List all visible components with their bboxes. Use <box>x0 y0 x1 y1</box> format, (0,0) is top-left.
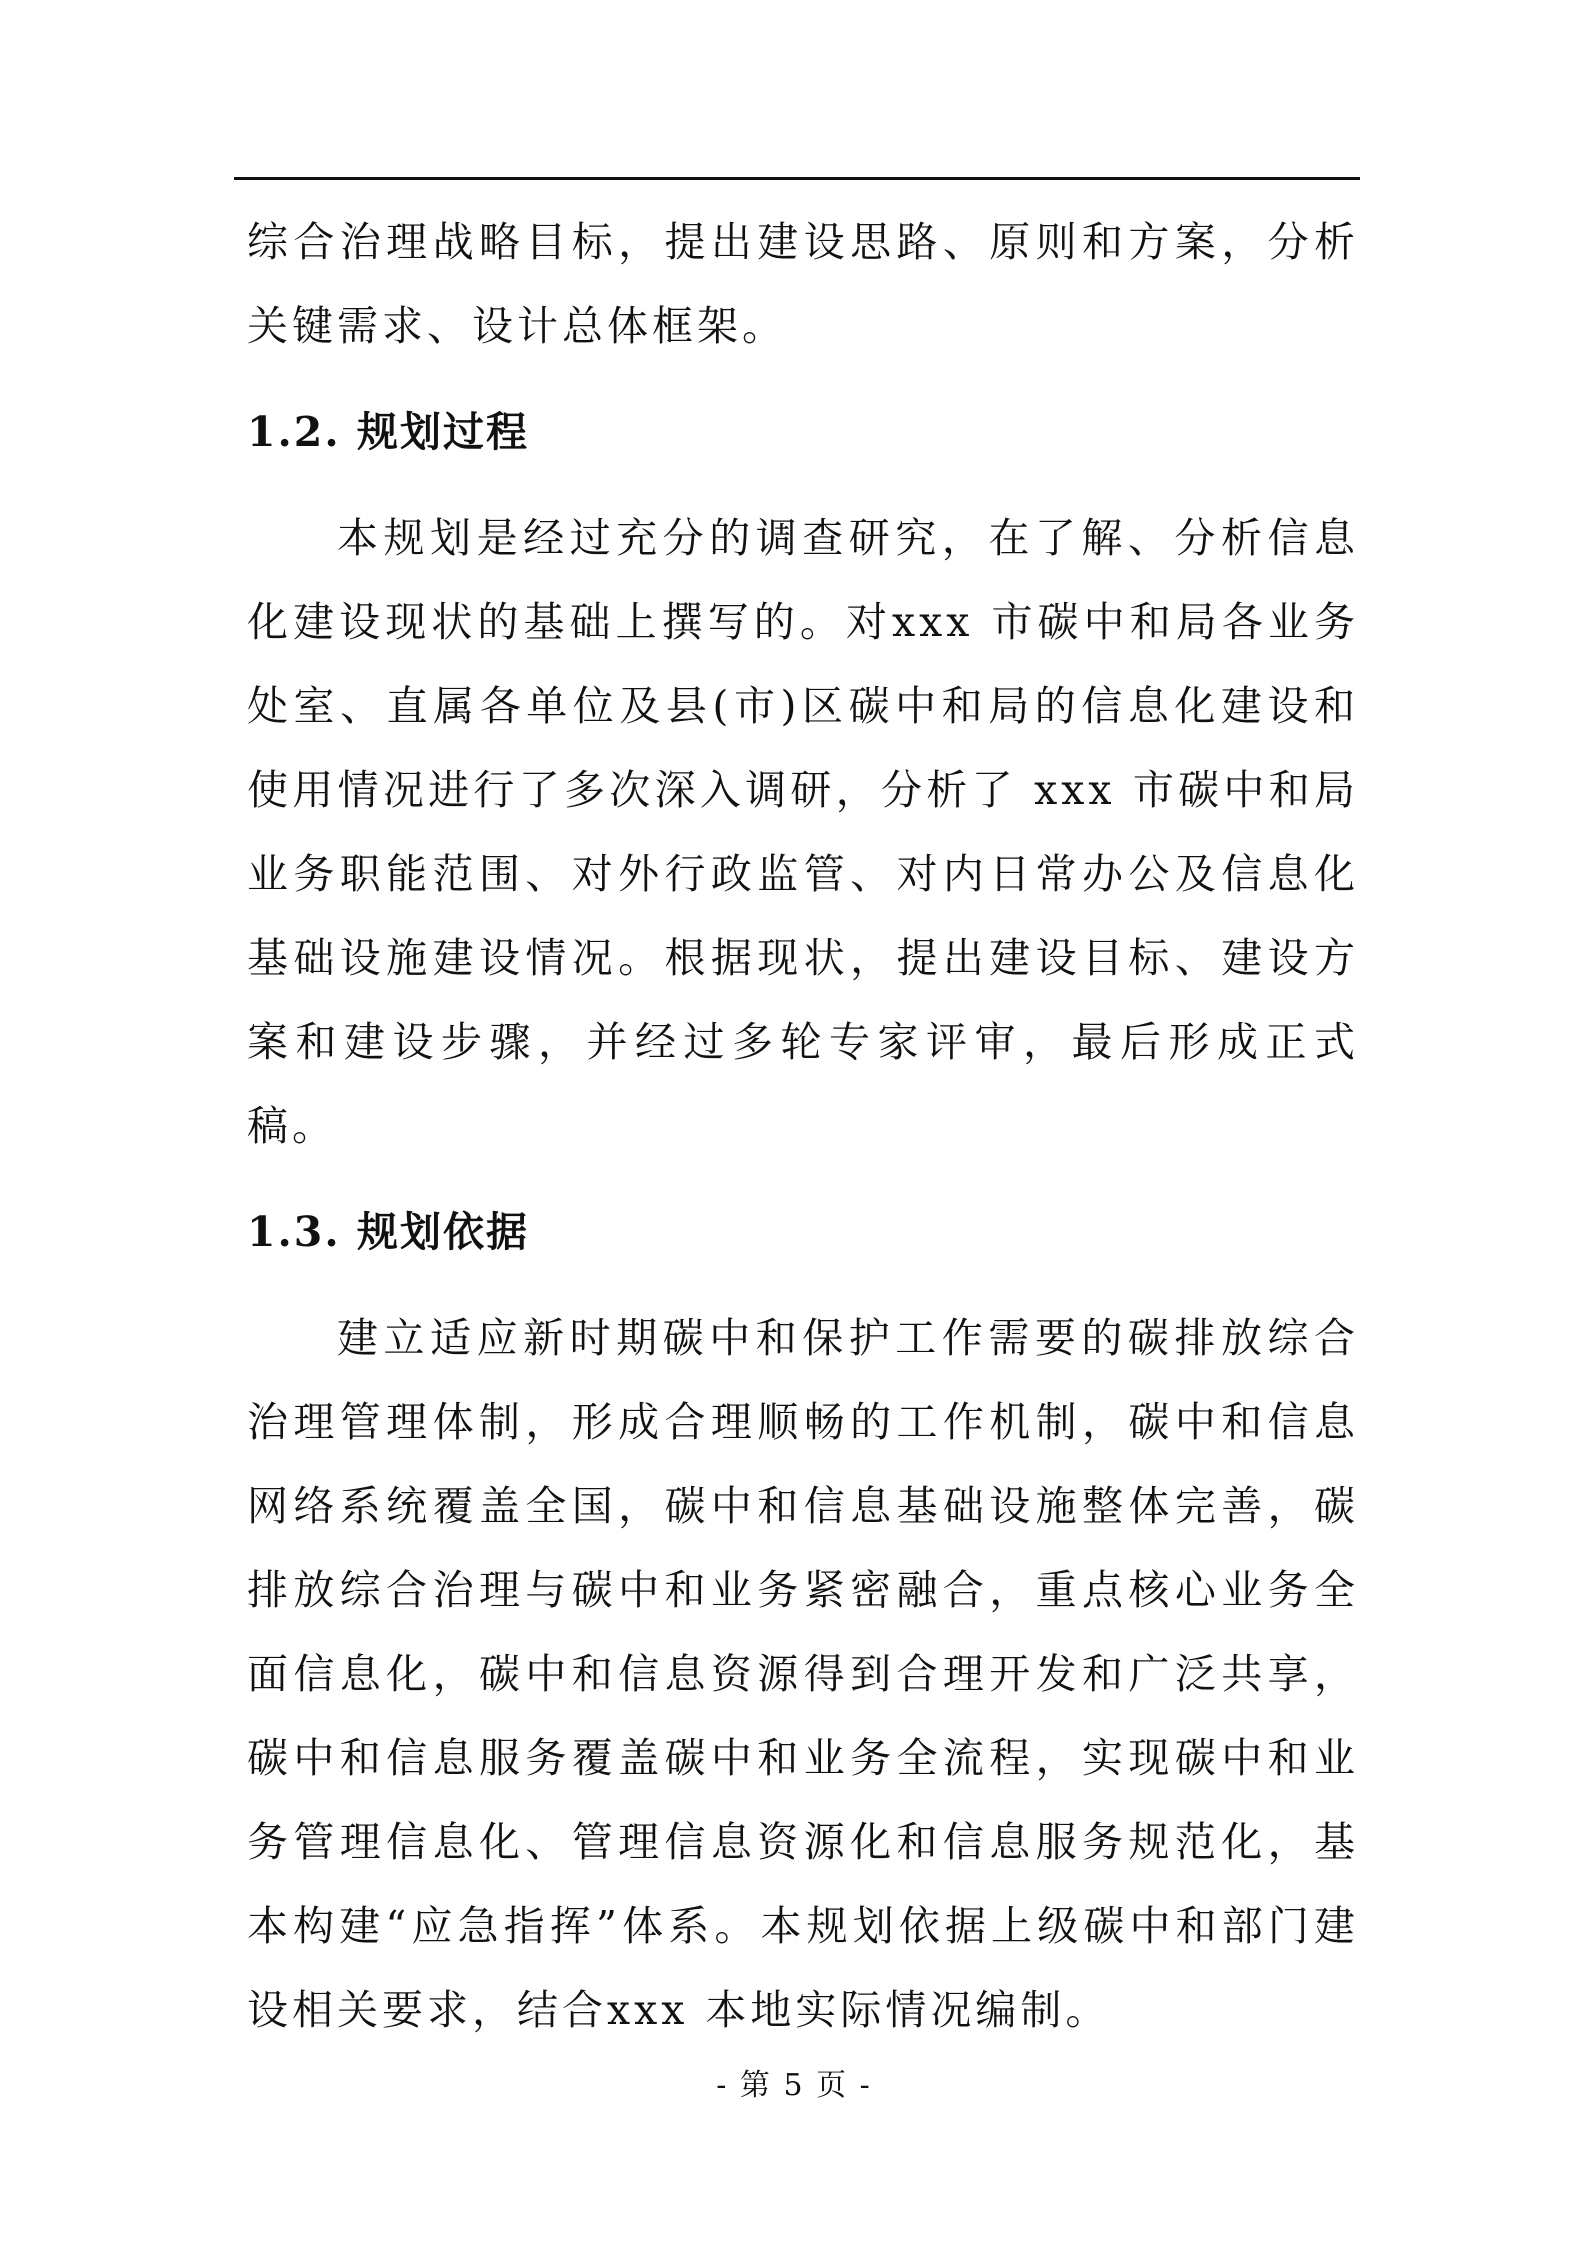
section-number: 1.3. <box>247 1208 341 1256</box>
section-body-1-2: 本规划是经过充分的调查研究，在了解、分析信息化建设现状的基础上撰写的。对xxx 市碳中和局各业务处室、直属各单位及县(市)区碳中和局的信息化建设和使用情况进行了多次深入调研，分析了 xxx 市碳中和局业务职能范围、对外行政监管、对内日常办公及信息化基础设施建设情况。根据现状，提出建设目标、建设方案和建设步骤，并经过多轮专家评审，最后形成正式稿。 <box>247 514 1359 1150</box>
section-title: 规划依据 <box>357 1208 529 1256</box>
section-number: 1.2. <box>247 408 341 456</box>
page-footer: - 第 5 页 - <box>716 2068 872 2103</box>
section-body-1-3: 建立适应新时期碳中和保护工作需要的碳排放综合治理管理体制，形成合理顺畅的工作机制，碳中和信息网络系统覆盖全国，碳中和信息基础设施整体完善，碳排放综合治理与碳中和业务紧密融合，重点核心业务全面信息化，碳中和信息资源得到合理开发和广泛共享，碳中和信息服务覆盖碳中和业务全流程，实现碳中和业务管理信息化、管理信息资源化和信息服务规范化，基本构建“应急指挥”体系。本规划依据上级碳中和部门建设相关要求，结合xxx 本地实际情况编制。 <box>247 1314 1359 2034</box>
continuation-paragraph: 综合治理战略目标，提出建设思路、原则和方案，分析关键需求、设计总体框架。 <box>247 218 1359 350</box>
section-heading-1-2 <box>247 390 1359 474</box>
section-title: 规划过程 <box>357 408 529 456</box>
section-heading-1-3 <box>247 1190 1359 1274</box>
header-rule <box>234 177 1360 180</box>
page-content <box>247 200 1359 2052</box>
